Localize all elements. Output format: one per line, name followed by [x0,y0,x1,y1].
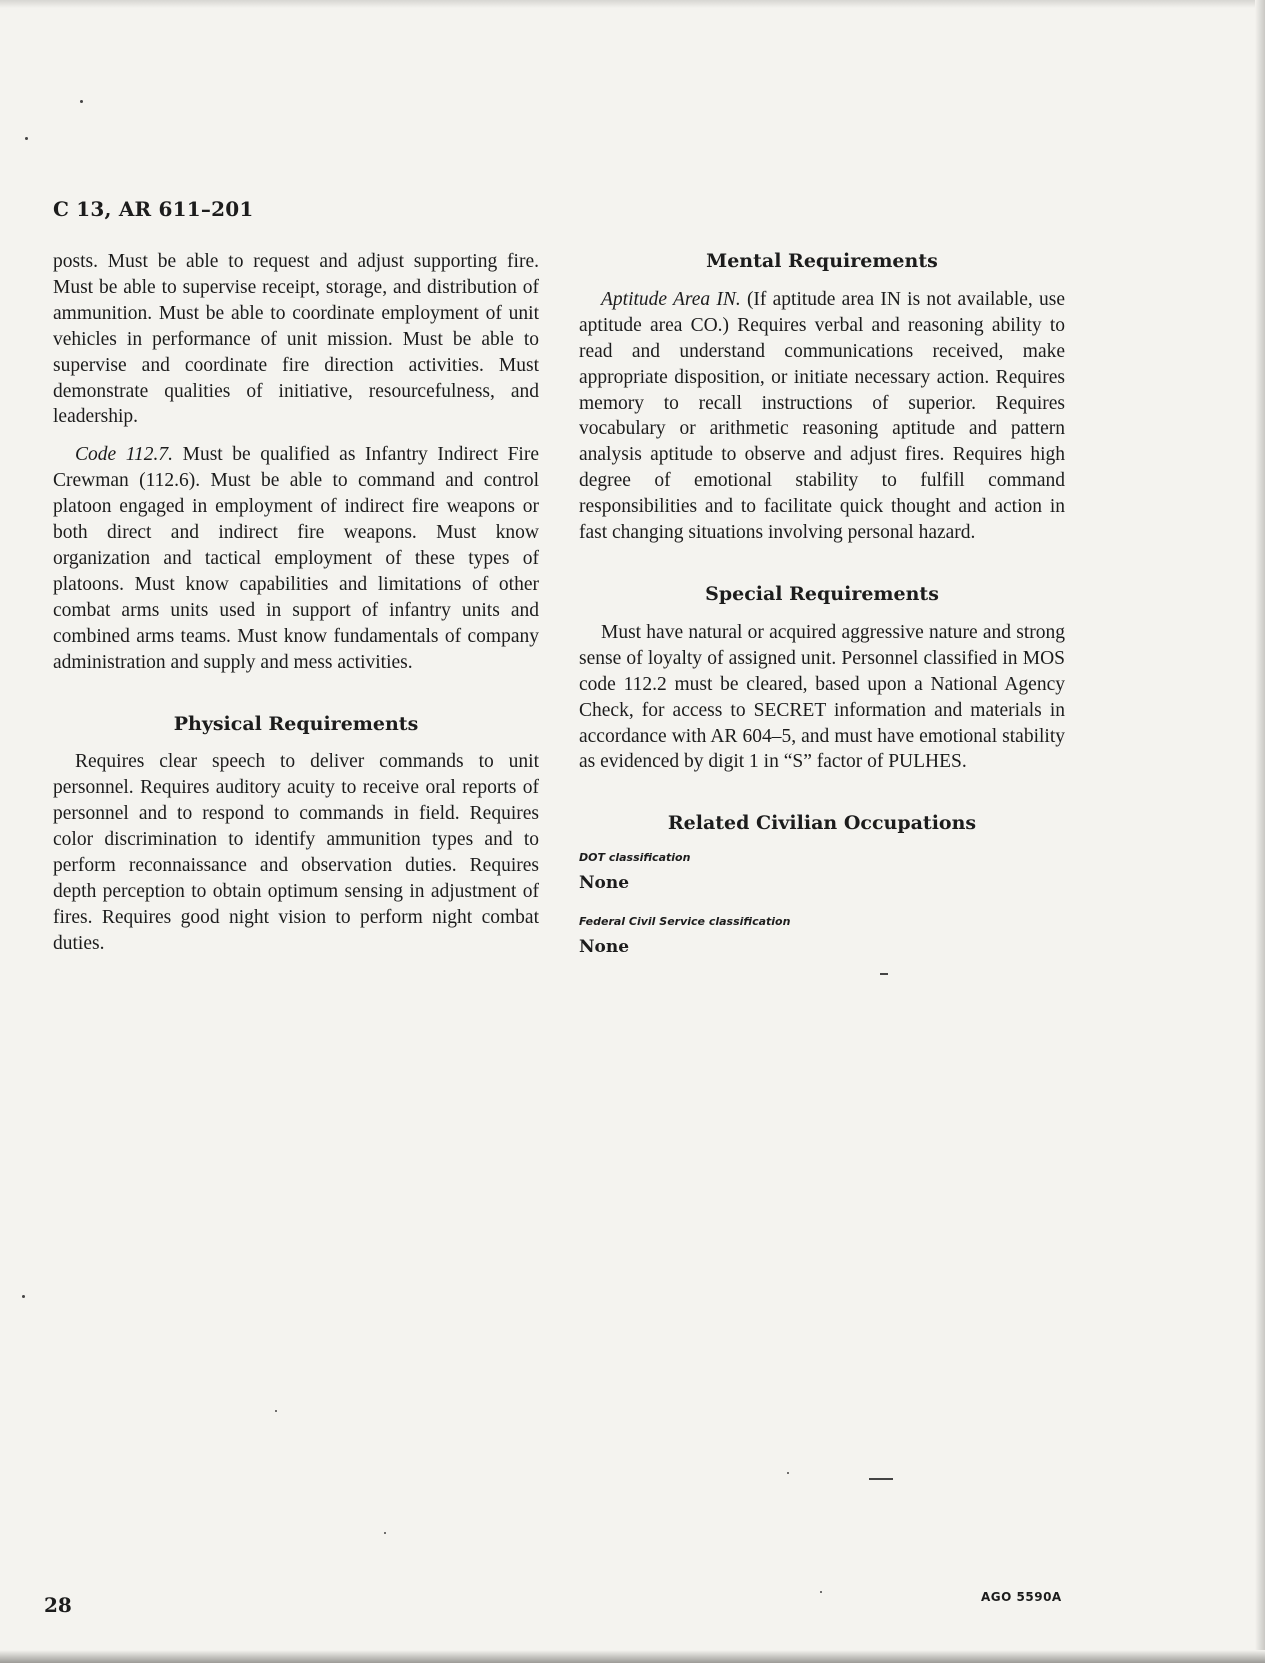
page-top-edge [0,0,1265,8]
scan-speck [22,1295,25,1298]
scan-speck [384,1532,386,1534]
dot-classification-label: DOT classification [579,851,691,865]
code-paragraph [53,442,539,675]
left-column [53,249,539,957]
aptitude-paragraph [579,287,1065,546]
code-label: Code 112.7. [75,444,174,466]
page-right-edge [1255,0,1265,1663]
physical-requirements-heading: Physical Requirements [173,712,419,735]
dot-classification-value: None [579,873,630,894]
special-requirements-heading: Special Requirements [705,582,939,605]
scan-speck [880,973,888,975]
scan-speck [820,1591,822,1593]
aptitude-label: Aptitude Area IN. [601,288,741,310]
scan-speck [869,1478,893,1480]
scan-speck [275,1410,277,1412]
special-requirements-text: Must have natural or acquired aggressive nature and strong sense of loyalty of assigned unit. Personnel classified in MOS code 112.2 must be cleared, based upon a National Agency Check, for access to SECRET information and materials in accordance with AR 604–5, and must have emotional stability as evidenced by digit 1 in “S” factor of PULHES. [579,621,1065,773]
related-civilian-occupations-heading: Related Civilian Occupations [667,812,977,835]
aptitude-text: (If aptitude area IN is not available, use aptitude area CO.) Requires verbal and reasoning ability to read and understand communications received, make appropriate disposition, or initiate necessary action. Requires memory to recall instructions of superior. Requires vocabulary or arithmetic reasoning aptitude and pattern analysis aptitude to observe and adjust fires. Requires high degree of emotional stability to fulfill command responsibilities and to facilitate quick thought and action in fast changing situations involving personal hazard. [579,288,1065,544]
scan-speck [80,100,83,103]
scan-speck [787,1472,789,1474]
federal-civil-service-classification-value: None [579,936,630,957]
continued-paragraph: posts. Must be able to request and adjust supporting fire. Must be able to supervise receipt, storage, and distribution of ammunition. Must be able to coordinate employment of unit vehicles in performance of unit mission. Must be able to supervise and coordinate fire direction activities. Must demonstrate qualities of initiative, resourcefulness, and leadership. [53,251,539,428]
page-number: 28 [44,1593,72,1617]
mental-requirements-heading: Mental Requirements [706,250,938,272]
right-column [579,249,1065,961]
running-head: C 13, AR 611–201 [53,197,254,221]
form-number: AGO 5590A [981,1590,1062,1604]
scan-speck [25,137,28,140]
code-text: Must be qualified as Infantry Indirect Fire Crewman (112.6). Must be able to command and control platoon engaged in employment of indirect fire weapons or both direct and indirect fire weapons. Must know organization and tactical employment of these types of platoons. Must know capabilities and limitations of other combat arms units used in support of infantry units and combined arms teams. Must know fundamentals of company administration and supply and mess activities. [53,444,539,673]
federal-civil-service-classification-label: Federal Civil Service classification [579,915,791,929]
physical-requirements-text: Requires clear speech to deliver commands to unit personnel. Requires auditory acuity to receive oral reports of personnel and to respond to commands in field. Requires color discrimination to identify ammunition types and to perform reconnaissance and observation duties. Requires depth perception to obtain optimum sensing in adjustment of fires. Requires good night vision to perform night combat duties. [53,751,539,954]
page-bottom-edge [0,1650,1265,1663]
